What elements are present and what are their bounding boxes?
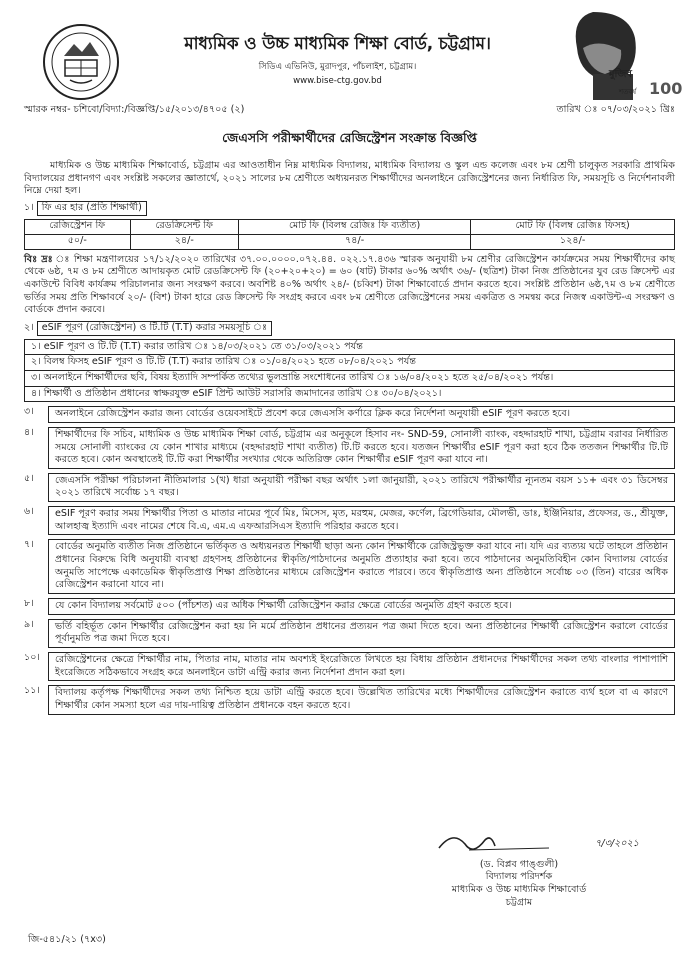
instruction-number: ৬। (24, 506, 34, 518)
fee-table-row (25, 234, 675, 249)
instruction-text: eSIF পূরণ করার সময় শিক্ষার্থীর পিতা ও মাতার নামের পূর্বে মিঃ, মিসেস, মৃত, মরহুম, মেজর, কর্ণেল, ব্রিগেডিয়ার, মৌলভী, ডাঃ, ইঞ্জিনিয়ার, প্রফেসর, ড., শ্রীযুক্ত, আলহাজ্ব ইত্যাদি এবং নামের শেষে বি.এ, এম.এ এফআরসিএস ইত্যাদি পরিহার করতে হবে। (48, 506, 675, 535)
instruction-number: ৯। (24, 618, 34, 630)
instruction-item (24, 539, 675, 594)
fee-cell: ৭৪/- (238, 234, 470, 249)
instruction-item (24, 598, 675, 615)
fee-section-heading (24, 201, 675, 216)
footer-code: জি-৫৪১/২১ (৭x৩) (28, 934, 106, 945)
instruction-text: বোর্ডের অনুমতি ব্যতীত নিজ প্রতিষ্ঠানে ভর্তিকৃত ও অধ্যয়নরত শিক্ষার্থী ছাড়া অন্য কোন শিক্ষার্থীকে রেজিস্ট্রভুক্ত করা যাবে না। যদি এর ব্যত্যয় ঘটে তাহলে প্রতিষ্ঠান প্রধানের বিরুদ্ধে বিধি অনুযায়ী ব্যবস্থা গ্রহণসহ প্রতিষ্ঠানের স্বীকৃতি/পাঠদানের অনুমতি প্রত্যাহার করা হবে। তবে পাঠদানের অনুমতিবিহীন কোন বিদ্যালয় বোর্ডের অনুমতি সাপেক্ষে একাডেমিক স্বীকৃতিপ্রাপ্ত শিক্ষা প্রতিষ্ঠানের মাধ্যমে রেজিস্ট্রেশন করাতে পারবে। তবে স্বীকৃতিপ্রাপ্ত অন্য প্রতিষ্ঠানে সর্বোচ্চ ০৩ (তিন) বারের অধিক রেজিস্ট্রেশন করানো যাবে না। (48, 539, 675, 594)
badge-number: 100 (649, 79, 683, 98)
instruction-item (24, 406, 675, 423)
fee-note-label: বিঃ দ্রঃ (24, 253, 53, 265)
schedule-section-number: ২। (24, 321, 34, 333)
instruction-item (24, 685, 675, 714)
instruction-number: ৮। (24, 598, 34, 610)
schedule-row: ৪। শিক্ষার্থী ও প্রতিষ্ঠান প্রধানের স্বাক্ষরযুক্ত eSIF প্রিন্ট আউট সরাসরি জমাদানের তারিখ ঃ ৩০/০৪/২০২১। (31, 387, 442, 399)
fee-cell: ১২৪/- (471, 234, 675, 249)
schedule-row: ২। বিলম্ব ফিসহ eSIF পূরণ ও টি.টি (T.T) করার তারিখ ঃ ০১/০৪/২০২১ হতে ০৮/০৪/২০২১ পর্যন্ত (25, 355, 674, 371)
board-seal-icon (42, 22, 120, 102)
fee-col-header: রেডক্রিসেন্ট ফি (130, 219, 238, 234)
instruction-text: জেএসসি পরীক্ষা পরিচালনা নীতিমালার ১(খ) ধারা অনুযায়ী পরীক্ষা বছর অর্থাৎ ১লা জানুয়ারী, ২০২১ তারিখে পরীক্ষার্থীর ন্যূনতম বয়স ১১+ এবং ৩১ ডিসেম্বর ২০২১ তারিখে সর্বোচ্চ ১৭ বছর। (48, 473, 675, 502)
instruction-number: ৭। (24, 539, 34, 551)
fee-col-header: মোট ফি (বিলম্ব রেজিঃ ফিসহ) (471, 219, 675, 234)
schedule-row: ১। eSIF পূরণ ও টি.টি (T.T) করার তারিখ ঃ ১৪/০৩/২০২১ তে ৩১/০৩/২০২১ পর্যন্ত (25, 340, 674, 356)
fee-table (24, 219, 675, 250)
instruction-text: যে কোন বিদ্যালয় সর্বমোট ৫০০ (পাঁচশত) এর অধিক শিক্ষার্থী রেজিস্ট্রেশন করার ক্ষেত্রে বোর্ডের অনুমতি গ্রহণ করতে হবে। (48, 598, 675, 615)
fee-table-header (25, 219, 675, 234)
schedule-row: ৩। অনলাইনে শিক্ষার্থীদের ছবি, বিষয় ইত্যাদি সম্পর্কিত তথ্যের ভুলভ্রান্তি সংশোধনের তারিখ ঃ ১৬/০৪/২০২১ হতে ২৫/০৪/২০২১ পর্যন্ত। (25, 371, 674, 387)
memo-number: স্মারক নম্বর- চশিবো/বিদ্যা:/বিজ্ঞপ্তি/১৫/২০১৩/৪৭০৫ (২) (24, 104, 245, 115)
fee-note-text: শিক্ষা মন্ত্রণালয়ের ১৭/১২/২০২০ তারিখের ৩৭.০০.০০০০.০৭২.৪৪. ০২২.১৭.৪৩৬ স্মারক অনুযায়ী ৮ম শ্রেণীর রেজিস্ট্রেশন কার্যক্রমের সময় শিক্ষার্থীদের কাছ থেকে ৬ষ্ঠ, ৭ম ও ৮ম শ্রেণীতে আদায়কৃত মোট রেডক্রিসেন্ট ফি (২০+২০+২০) = ৬০ (ষাট) টাকার ৬০% অর্থাৎ ৩৬/- (ছত্রিশ) টাকা নিজ প্রতিষ্ঠানের যুব রেড ক্রিসেন্ট এর একাউন্টে বিবিধ কার্যক্রম পরিচালনার জন্য সংরক্ষণ করবে। অবশিষ্ট ৪০% অর্থাৎ ২৪/- (চব্বিশ) টাকা শিক্ষাবোর্ডে প্রদান করতে হবে। সংশ্লিষ্ট প্রতিষ্ঠান ৬ষ্ঠ,৭ম ও ৮ম শ্রেণীতে ভর্তির সময় প্রতি শিক্ষাবর্ষে ২০/- (বিশ) টাকা হারে রেড ক্রিসেন্ট ফি সংগ্রহ করবে এবং ৮ম শ্রেণীতে রেজিস্ট্রেশনের সময় একত্রিত ও সমন্বয় করে নিজস্ব একাউন্ট-এ সংরক্ষণ ও বোর্ডকে প্রদান করবে। (24, 253, 675, 316)
instruction-text: ভর্তি বহির্ভূত কোন শিক্ষার্থীর রেজিস্ট্রেশন করা হয় নি মর্মে প্রতিষ্ঠান প্রধানের প্রত্যয়ন পত্র জমা দিতে হবে। অন্য প্রতিষ্ঠানের শিক্ষার্থী রেজিস্ট্রেশন করালে বোর্ডের পূর্বানুমতি পত্র জমা দিতে হবে। (48, 619, 675, 648)
board-website[interactable]: www.bise-ctg.gov.bd (293, 76, 382, 86)
instruction-item (24, 427, 675, 469)
instruction-text: রেজিস্ট্রেশনের ক্ষেত্রে শিক্ষার্থীর নাম, পিতার নাম, মাতার নাম অবশ্যই ইংরেজিতে লিখতে হয় বিধায় প্রতিষ্ঠান প্রধানদের শিক্ষার্থীদের সকল তথ্য বাংলার পাশাপাশি ইংরেজিতে সঠিকভাবে সংগ্রহ করে অনলাইনে ডাটা এন্ট্রি করার জন্য নির্দেশনা প্রদান করা হল। (48, 652, 675, 681)
signature-block (399, 838, 639, 909)
instruction-number: ৫। (24, 472, 34, 484)
schedule-section-heading (24, 321, 675, 336)
fee-section-title: ফি এর হার (প্রতি শিক্ষার্থী) (37, 201, 147, 216)
instruction-number: ১১। (24, 685, 40, 697)
instruction-item (24, 619, 675, 648)
fee-note: বিঃ দ্রঃ ঃ শিক্ষা মন্ত্রণালয়ের ১৭/১২/২০২০ তারিখের ৩৭.০০.০০০০.০৭২.৪৪. ০২২.১৭.৪৩৬ স্মারক অনুযায়ী ৮ম শ্রেণীর রেজিস্ট্রেশন কার্যক্রমের সময় শিক্ষার্থীদের কাছ থেকে ৬ষ্ঠ, ৭ম ও ৮ম শ্রেণীতে আদায়কৃত মোট রেডক্রিসেন্ট ফি (২০+২০+২০) = ৬০ (ষাট) টাকার ৬০% অর্থাৎ ৩৬/- (ছত্রিশ) টাকা নিজ প্রতিষ্ঠানের যুব রেড ক্রিসেন্ট এর একাউন্টে বিবিধ কার্যক্রম পরিচালনার জন্য সংরক্ষণ করবে। অবশিষ্ট ৪০% অর্থাৎ ২৪/- (চব্বিশ) টাকা শিক্ষাবোর্ডে প্রদান করতে হবে। সংশ্লিষ্ট প্রতিষ্ঠান ৬ষ্ঠ,৭ম ও ৮ম শ্রেণীতে ভর্তির সময় প্রতি শিক্ষাবর্ষে ২০/- (বিশ) টাকা হারে রেড ক্রিসেন্ট ফি সংগ্রহ করবে এবং ৮ম শ্রেণীতে রেজিস্ট্রেশনের সময় একত্রিত ও সমন্বয় করে নিজস্ব একাউন্ট-এ সংরক্ষণ ও বোর্ডকে প্রদান করবে। (24, 253, 675, 316)
instruction-item (24, 652, 675, 681)
intro-paragraph: মাধ্যমিক ও উচ্চ মাধ্যমিক শিক্ষাবোর্ড, চট্টগ্রাম এর আওতাধীন নিম্ন মাধ্যমিক বিদ্যালয়, মাধ্যমিক বিদ্যালয় ও স্কুল এন্ড কলেজ এবং ৮ম শ্রেণী চালুকৃত সরকারি প্রাথমিক বিদ্যালয়ের প্রধানগণ এবং সংশ্লিষ্ট সকলের জ্ঞাতার্থে, ২০২১ সালের ৮ম শ্রেণীতে অধ্যয়নরত শিক্ষার্থীদের অনলাইনে রেজিস্ট্রেশনের জন্য নির্ধারিত ফি, সময়সূচি ও নির্দেশনাবলী নিম্নে দেয়া হল। (24, 160, 675, 197)
instruction-number: ৪। (24, 426, 34, 438)
badge-text: মুজিব (609, 69, 632, 80)
instruction-text: বিদ্যালয় কর্তৃপক্ষ শিক্ষার্থীদের সকল তথ্য নিশ্চিত হয়ে ডাটা এন্ট্রি করতে হবে। উল্লেখিত তারিখের মধ্যে শিক্ষার্থীদের রেজিস্ট্রেশন করাতে ব্যর্থ হলে বা এ কারণে শিক্ষার্থীর কোন সমস্যা হলে এর দায়-দায়িত্ব প্রতিষ্ঠান প্রধানকে বহন করতে হবে। (48, 685, 675, 714)
instruction-item (24, 506, 675, 535)
badge-sub: শতবর্ষ (619, 88, 637, 96)
board-name: মাধ্যমিক ও উচ্চ মাধ্যমিক শিক্ষা বোর্ড, চট্টগ্রাম। (184, 34, 491, 54)
instruction-text: অনলাইনে রেজিস্ট্রেশন করার জন্য বোর্ডের ওয়েবসাইটে প্রবেশ করে জেএসসি কর্ণারে ক্লিক করে নির্দেশনা অনুযায়ী eSIF পূরণ করতে হবে। (48, 406, 675, 423)
notice-title: জেএসসি পরীক্ষার্থীদের রেজিস্ট্রেশন সংক্রান্ত বিজ্ঞপ্তি (222, 130, 477, 145)
board-address: সিডিএ এভিনিউ, মুরাদপুর, পাঁচলাইশ, চট্টগ্রাম। (258, 62, 417, 72)
signature-date: ৭/৩/২০২১ (595, 838, 639, 849)
schedule-table (24, 339, 675, 403)
instruction-number: ১০। (24, 652, 40, 664)
signatory-name: (ড. বিপ্লব গাঙ্গুলী) (479, 858, 559, 870)
memo-row (24, 104, 675, 120)
signatory-city: চট্টগ্রাম (505, 896, 533, 908)
signatory-designation: বিদ্যালয় পরিদর্শক (485, 871, 553, 883)
instruction-number: ৩। (24, 406, 34, 418)
schedule-section-title: eSIF পূরণ (রেজিস্ট্রেশন) ও টি.টি (T.T) করার সময়সূচি ঃ (37, 321, 272, 336)
mujib-100-icon (553, 8, 683, 104)
instruction-item (24, 473, 675, 502)
fee-col-header: মোট ফি (বিলম্ব রেজিঃ ফি ব্যতীত) (238, 219, 470, 234)
fee-section-number: ১। (24, 201, 34, 213)
fee-cell: ২৪/- (130, 234, 238, 249)
memo-date: তারিখ ঃ ০৭/০৩/২০২১ খ্রিঃ (556, 104, 675, 115)
letterhead (24, 0, 683, 104)
instruction-text: শিক্ষার্থীদের ফি সচিব, মাধ্যমিক ও উচ্চ মাধ্যমিক শিক্ষা বোর্ড, চট্টগ্রাম এর অনুকূলে হিসাব নং- SND-59, সোনালী ব্যাংক, বহদ্দারহাট শাখা, চট্টগ্রাম বরাবর নির্ধারিত সময়ে সোনালী ব্যাংকের যে কোন শাখার মাধ্যমে (বহদ্দারহাট শাখা ব্যতীত) টি.টি করতে হবে। যতজন শিক্ষার্থীর eSIF পূরণ করা হবে ঠিক ততজন শিক্ষার্থীর টি.টি করতে হবে। কোন অবস্থাতেই টি.টি করা শিক্ষার্থীর সংখ্যার থেকে অতিরিক্ত কোন শিক্ষার্থীর eSIF পূরণ করা যাবে না। (48, 427, 675, 469)
fee-cell: ৫০/- (25, 234, 131, 249)
signatory-office: মাধ্যমিক ও উচ্চ মাধ্যমিক শিক্ষাবোর্ড (451, 883, 587, 895)
fee-col-header: রেজিস্ট্রেশন ফি (25, 219, 131, 234)
